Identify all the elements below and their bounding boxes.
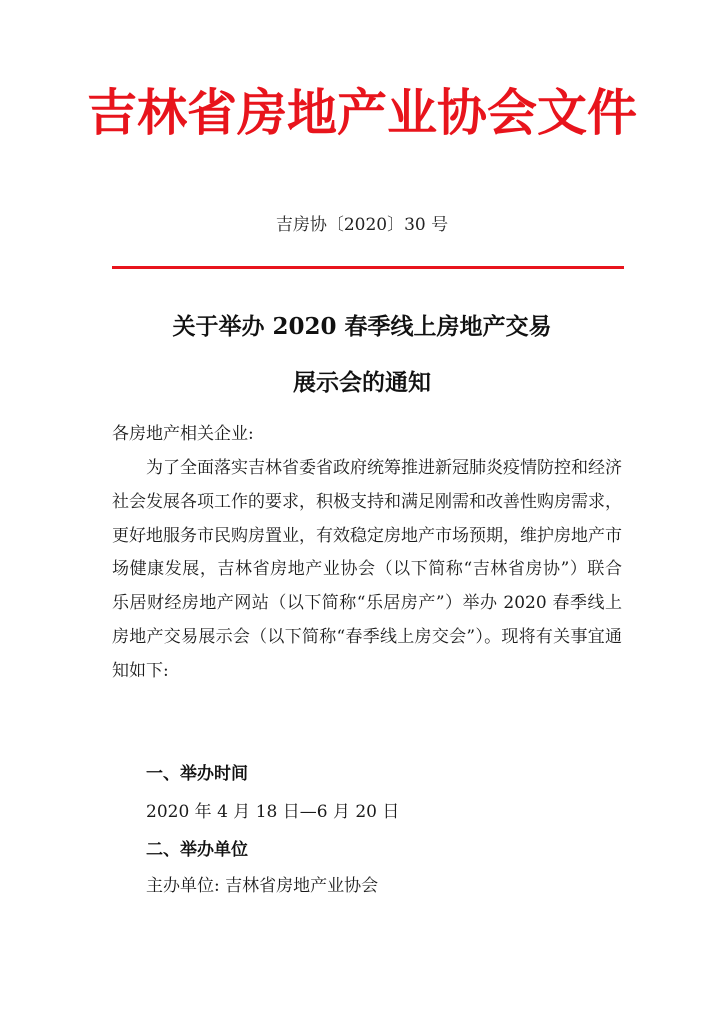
notice-title-line2: 展示会的通知: [293, 369, 431, 396]
body-paragraph: 为了全面落实吉林省委省政府统筹推进新冠肺炎疫情防控和经济社会发展各项工作的要求，积极支持和满足刚需和改善性购房需求，更好地服务市民购房置业，有效稳定房地产市场预期，维护房地产市场健康发展，吉林省房地产业协会（以下简称“吉林省房协”）联合乐居财经房地产网站（以下简称“乐居房产”）举办 2020 春季线上房地产交易展示会（以下简称“春季线上房交会”）。现将有关事宜通知如下:: [112, 458, 622, 681]
section-heading-organizer: 二、举办单位: [146, 840, 248, 860]
salutation: 各房地产相关企业:: [112, 424, 254, 444]
notice-title-line1: 关于举办 2020 春季线上房地产交易: [172, 313, 552, 340]
event-dates: 2020 年 4 月 18 日—6 月 20 日: [146, 802, 400, 822]
host-organizer: 主办单位: 吉林省房地产业协会: [146, 876, 379, 896]
header-divider: [112, 266, 624, 269]
org-header-title: 吉林省房地产业协会文件: [87, 83, 637, 142]
section-heading-time: 一、举办时间: [146, 764, 248, 784]
document-number: 吉房协〔2020〕30 号: [275, 215, 449, 235]
